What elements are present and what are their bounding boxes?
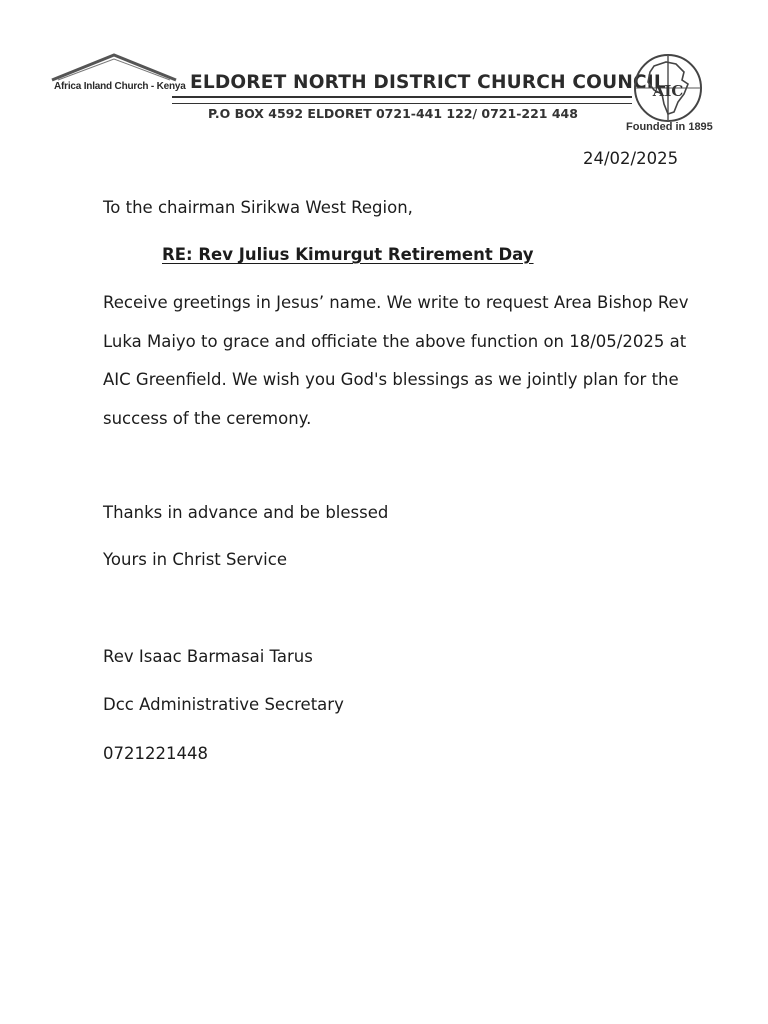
letter-date: 24/02/2025 [583,149,679,168]
letterhead [0,0,768,140]
aic-logo-text: AIC [652,82,684,100]
body-line: Receive greetings in Jesus’ name. We write to request Area Bishop Rev [103,293,689,312]
body-paragraph [103,290,703,444]
council-address: P.O BOX 4592 ELDORET 0721-441 122/ 0721-221 448 [208,106,578,121]
body-line: Luka Maiyo to grace and officiate the above function on 18/05/2025 at [103,331,687,351]
subject-line: RE: Rev Julius Kimurgut Retirement Day [162,245,534,264]
thanks-line: Thanks in advance and be blessed [103,503,389,522]
church-name: Africa Inland Church - Kenya [54,81,186,92]
council-name: ELDORET NORTH DISTRICT CHURCH COUNCIL [190,72,666,93]
church-roof-icon [50,52,178,82]
founded-year: Founded in 1895 [626,121,713,133]
body-line: success of the ceremony. [103,408,312,428]
aic-africa-logo-icon [632,52,704,124]
signatory-name: Rev Isaac Barmasai Tarus [103,647,313,666]
signatory-phone: 0721221448 [103,744,208,763]
closing-line: Yours in Christ Service [103,550,287,569]
signatory-role: Dcc Administrative Secretary [103,695,344,714]
salutation: To the chairman Sirikwa West Region, [103,198,413,217]
body-line: AIC Greenfield. We wish you God's blessings as we jointly plan for the [103,370,679,389]
letterhead-rule [172,96,632,104]
